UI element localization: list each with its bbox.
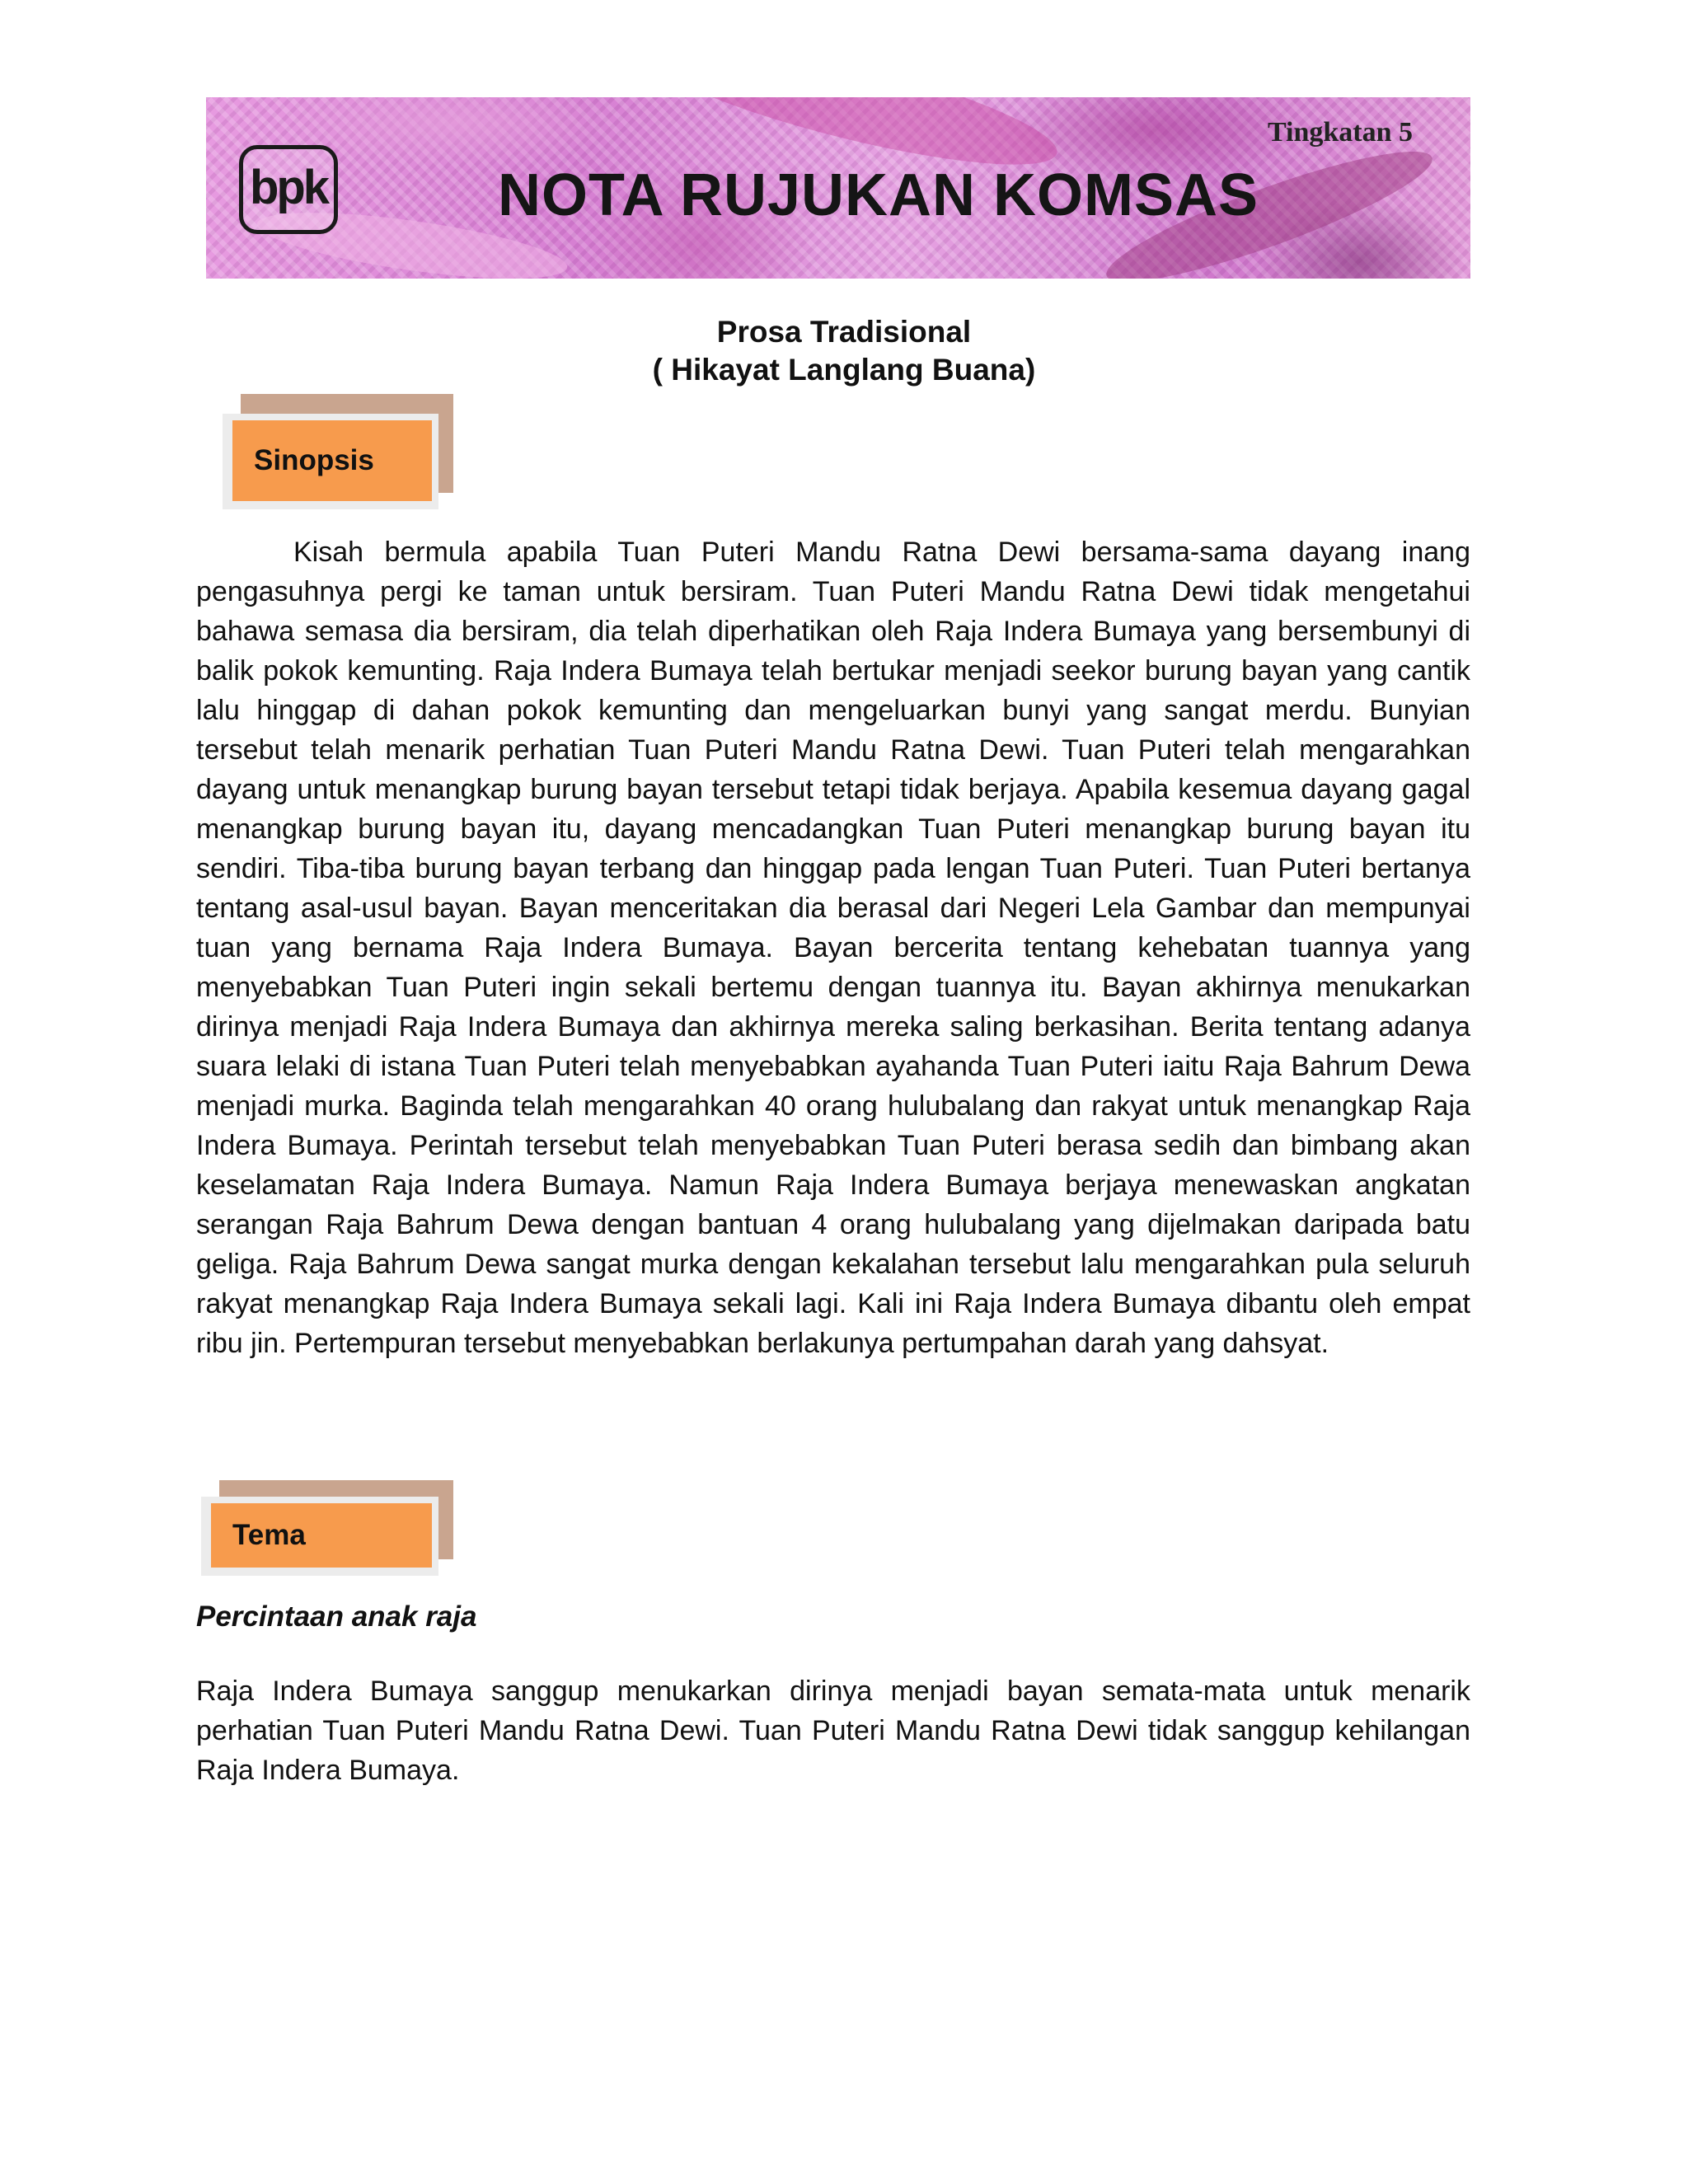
theme-heading-tag <box>201 1480 453 1576</box>
banner-title: NOTA RUJUKAN KOMSAS <box>498 162 1259 228</box>
synopsis-label: Sinopsis <box>232 420 432 501</box>
theme-label: Tema <box>211 1503 432 1568</box>
document-title: Prosa Tradisional <box>716 315 972 349</box>
level-label: Tingkatan 5 <box>1267 117 1413 148</box>
synopsis-heading-tag <box>223 394 453 509</box>
bpk-logo <box>239 145 338 234</box>
logo-text: bpk <box>249 160 328 214</box>
synopsis-paragraph: Kisah bermula apabila Tuan Puteri Mandu Ratna Dewi bersama-sama dayang inang pengasuhnya pergi ke taman untuk bersiram. Tuan Puteri Mandu Ratna Dewi tidak mengetahui bahawa semasa dia bersiram, dia telah diperhatikan oleh Raja Indera Bumaya yang bersembunyi di balik pokok kemunting. Raja Indera Bumaya telah bertukar menjadi seekor burung bayan yang cantik lalu hinggap di dahan pokok kemunting dan mengeluarkan bunyi yang sangat merdu. Bunyian tersebut telah menarik perhatian Tuan Puteri Mandu Ratna Dewi. Tuan Puteri telah mengarahkan dayang untuk menangkap burung bayan tersebut tetapi tidak berjaya. Apabila kesemua dayang gagal menangkap burung bayan itu, dayang mencadangkan Tuan Puteri menangkap burung bayan itu sendiri. Tiba-tiba burung bayan terbang dan hinggap pada lengan Tuan Puteri. Tuan Puteri bertanya tentang asal-usul bayan. Bayan menceritakan dia berasal dari Negeri Lela Gambar dan mempunyai tuan yang bernama Raja Indera Bumaya. Bayan bercerita tentang kehebatan tuannya yang menyebabkan Tuan Puteri ingin sekali bertemu dengan tuannya itu. Bayan akhirnya menukarkan dirinya menjadi Raja Indera Bumaya dan akhirnya mereka saling berkasihan. Berita tentang adanya suara lelaki di istana Tuan Puteri telah menyebabkan ayahanda Tuan Puteri iaitu Raja Bahrum Dewa menjadi murka. Baginda telah mengarahkan 40 orang hulubalang dan rakyat untuk menangkap Raja Indera Bumaya. Perintah tersebut telah menyebabkan Tuan Puteri berasa sedih dan bimbang akan keselamatan Raja Indera Bumaya. Namun Raja Indera Bumaya berjaya menewaskan angkatan serangan Raja Bahrum Dewa dengan bantuan 4 orang hulubalang yang dijelmakan daripada batu geliga. Raja Bahrum Dewa sangat murka dengan kekalahan tersebut lalu mengarahkan pula seluruh rakyat menangkap Raja Indera Bumaya sekali lagi. Kali ini Raja Indera Bumaya dibantu oleh empat ribu jin. Pertempuran tersebut menyebabkan berlakunya pertumpahan darah yang dahsyat. <box>196 537 1470 1359</box>
theme-title: Percintaan anak raja <box>196 1601 477 1633</box>
theme-paragraph: Raja Indera Bumaya sanggup menukarkan dirinya menjadi bayan semata-mata untuk menarik perhatian Tuan Puteri Mandu Ratna Dewi. Tuan Puteri Mandu Ratna Dewi tidak sanggup kehilangan Raja Indera Bumaya. <box>196 1675 1470 1786</box>
header-banner <box>206 97 1470 279</box>
document-subtitle: ( Hikayat Langlang Buana) <box>652 353 1036 387</box>
